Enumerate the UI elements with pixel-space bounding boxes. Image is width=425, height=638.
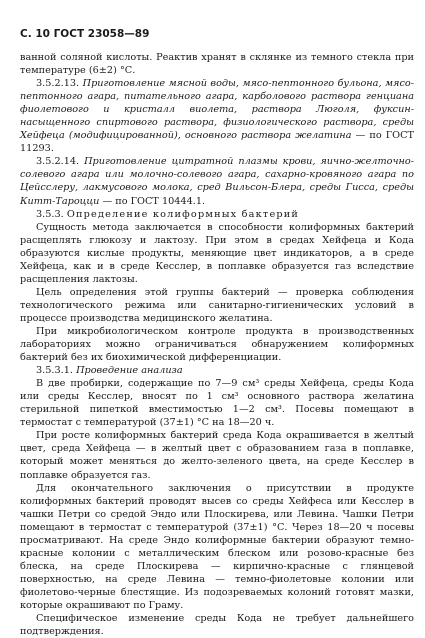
document-body [20, 51, 414, 638]
text-run: Приготовление мясной воды, мясо-пептонного бульона, мясо-пептонного агара, питательного агара, карболового раствора генциана фиолетового и кристалл виолета, раствора Люголя, фуксин-насыщенного спиртового раствора, физиологического раствора, среды Хейфеца (модифицированной), основного раствора желатина [20, 78, 414, 142]
text-run: 3.5.2.13. [36, 78, 83, 90]
paragraph-reagent-storage [20, 51, 414, 77]
text-run: — по ГОСТ 10444.1. [99, 195, 206, 207]
paragraph-3-5-2-14 [20, 155, 414, 207]
paragraph-procedure [20, 377, 414, 429]
text-run: В две пробирки, содержащие по 7—9 см³ среды Хейфеца, среды Кода или среды Кесслер, вносят по 1 см³ основного раствора желатина стерильной пипеткой вместимостью 1—2 см³. Посевы помещают в термостат с температурой (37±1) °С на 18—20 ч. [20, 378, 414, 429]
text-run: При микробиологическом контроле продукта в производственных лабораториях можно ограничиваться обнаружением колиформных бактерий без их биохимической дифференциации. [20, 325, 414, 364]
paragraph-koda-note [20, 612, 414, 638]
paragraph-method-essence [20, 221, 414, 286]
text-run: Для окончательного заключения о присутствии в продукте колиформных бактерий проводят высев со среды Хейфеса или Кесслер в чашки Петри со средой Эндо или Плоскирева, или Левина. Чашки Петри помещают в термостат с температурой (37±1) °С. Через 18—20 ч посевы просматривают. На среде Эндо колиформные бактерии образуют темно-красные колонии с металлическим блеском или розово-красные без блеска, на среде Плоскирева — кирпично-красные с глянцевой поверхностью, на среде Левина — темно-фиолетовые колонии или фиолетово-черные блестящие. Из подозреваемых колоний готовят мазки, которые окрашивают по Граму. [20, 482, 414, 611]
text-run: ванной соляной кислоты. Реактив хранят в склянке из темного стекла при температуре (6±2) °С. [20, 52, 414, 77]
text-run: Специфическое изменение среды Кода не требует дальнейшего подтверждения. [20, 613, 414, 638]
text-run: 3.5.2.14. [36, 156, 85, 168]
text-run: Цель определения этой группы бактерий — проверка соблюдения технологического режима или санитарно-гигиенических условий в процессе производства медицинского желатина. [20, 286, 414, 324]
paragraph-3-5-2-13 [20, 77, 414, 155]
text-run: Проведение анализа [76, 365, 183, 377]
section-heading-3-5-3 [20, 208, 414, 221]
text-run: Сущность метода заключается в способности колиформных бактерий расщеплять глюкозу и лактозу. При этом в средах Хейфеца и Кода образуются кислые продукты, меняющие цвет индикаторов, а в среде Хейфеца, как и в среде Кесслер, в поплавке образуется газ вследствие расщепления лактозы. [20, 221, 414, 285]
text-run: Определение колиформных бактерий [66, 208, 300, 220]
paragraph-lab-control [20, 325, 414, 364]
text-run: — по ГОСТ 11293. [20, 130, 414, 155]
page-header: С. 10 ГОСТ 23058—89 [20, 28, 150, 40]
paragraph-growth-result [20, 429, 414, 481]
section-heading-3-5-3-1 [20, 364, 414, 377]
paragraph-purpose [20, 286, 414, 325]
text-run: При росте колиформных бактерий среда Кода окрашивается в желтый цвет, среда Хейфеца — в желтый цвет с образованием газа в поплавке, который может меняться до желто-зеленого цвета, на среде Кесслер в поплавке образуется газ. [20, 430, 414, 481]
paragraph-final-conclusion [20, 482, 414, 612]
text-run: Приготовление цитратной плазмы крови, яично-желточно-солевого агара или молочно-солевого агара, сахарно-кровяного агара по Цейсслеру, лакмусового молока, сред Вильсон-Блера, среды Гисса, среды Китт-Тароцци [20, 156, 415, 207]
text-run: 3.5.3. [36, 208, 67, 220]
text-run: 3.5.3.1. [36, 365, 77, 377]
